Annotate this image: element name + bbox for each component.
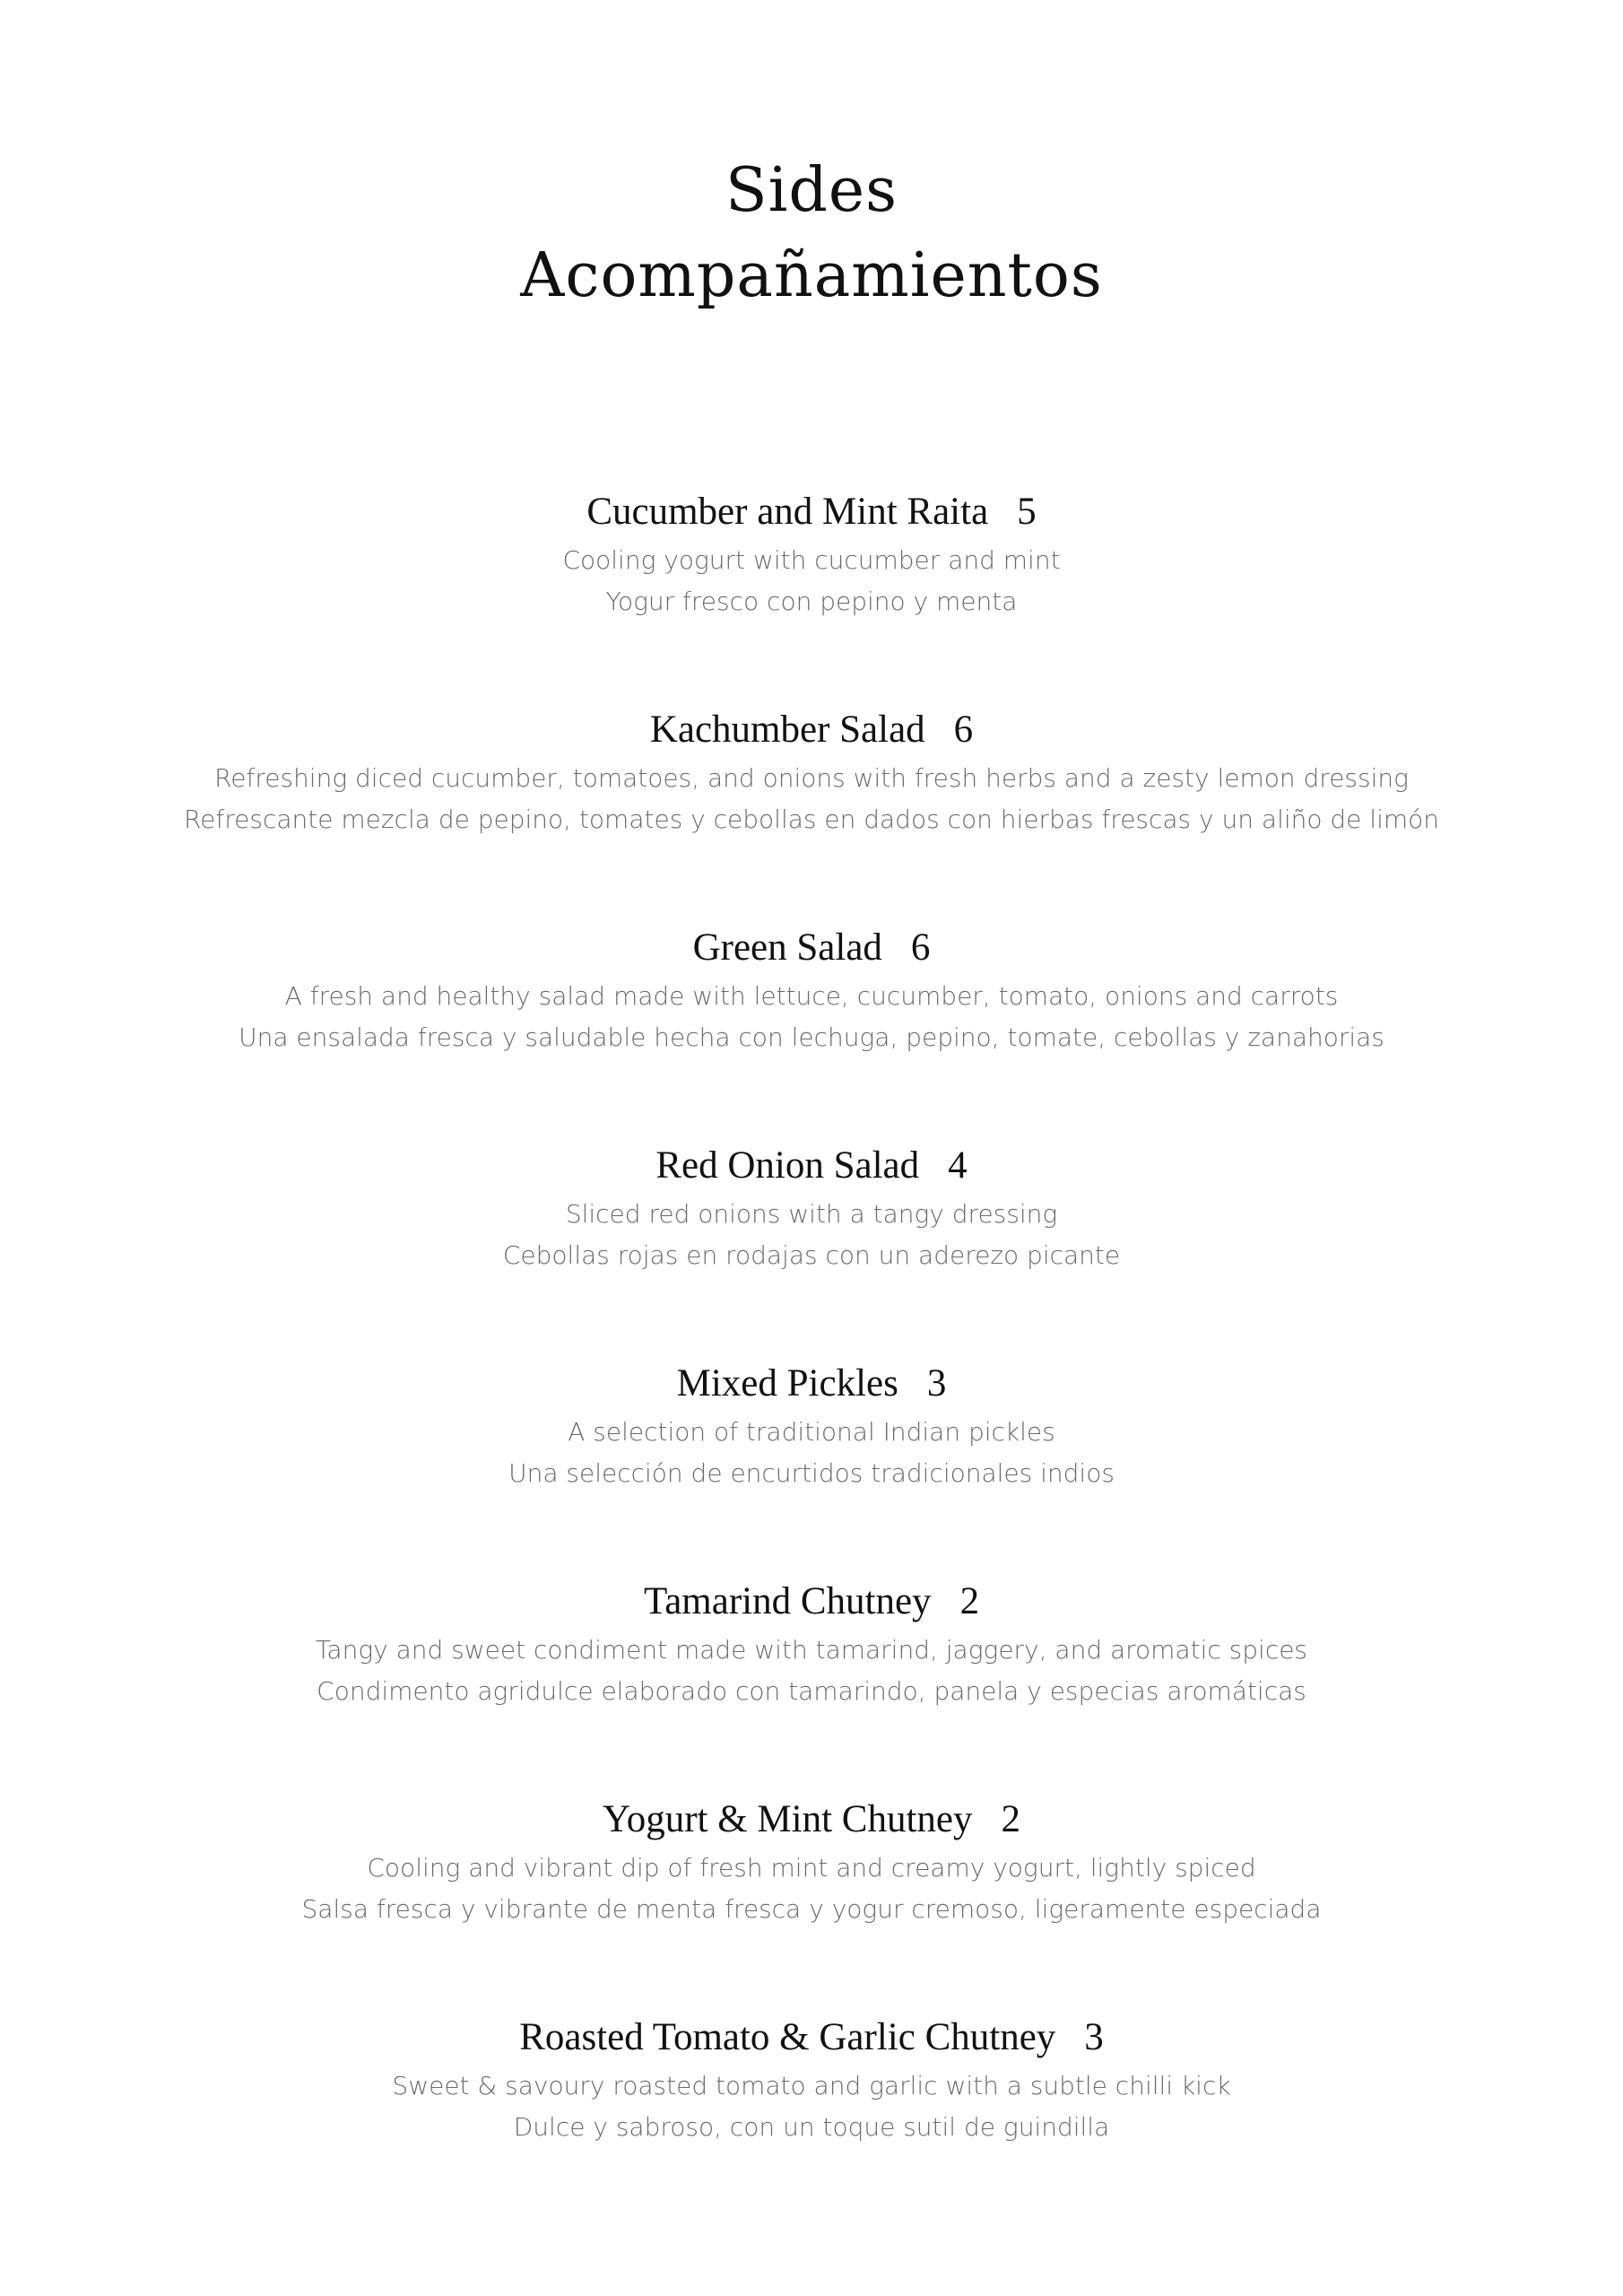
item-description-en: Cooling yogurt with cucumber and mint (562, 545, 1061, 575)
menu-item (0, 1356, 1623, 1574)
item-price: 2 (1001, 1798, 1021, 1840)
item-description-es: Dulce y sabroso, con un toque sutil de guindilla (513, 2112, 1110, 2142)
item-price: 6 (953, 709, 974, 751)
menu-item (0, 2010, 1623, 2228)
item-name: Red Onion Salad (655, 1144, 920, 1187)
item-name: Green Salad (692, 926, 882, 969)
item-description-es: Cebollas rojas en rodajas con un aderezo picante (502, 1240, 1121, 1270)
item-name: Tamarind Chutney (643, 1580, 932, 1622)
item-name: Yogurt & Mint Chutney (602, 1798, 973, 1840)
item-price: 2 (959, 1580, 980, 1622)
item-description-en: Sliced red onions with a tangy dressing (565, 1199, 1058, 1229)
menu-item (0, 484, 1623, 702)
item-description-es: Una ensalada fresca y saludable hecha con lechuga, pepino, tomate, cebollas y zanahorias (239, 1022, 1384, 1052)
item-price: 4 (948, 1144, 968, 1187)
item-name: Kachumber Salad (649, 709, 925, 751)
item-price: 5 (1017, 491, 1037, 533)
item-name: Cucumber and Mint Raita (586, 491, 989, 533)
item-description-es: Yogur fresco con pepino y menta (605, 587, 1018, 616)
menu-item (0, 702, 1623, 920)
menu-item (0, 1792, 1623, 2010)
item-price: 6 (910, 926, 931, 969)
item-description-en: Tangy and sweet condiment made with tamarind, jaggery, and aromatic spices (315, 1635, 1308, 1665)
menu-item-list (0, 484, 1623, 2228)
item-description-es: Condimento agridulce elaborado con tamarindo, panela y especias aromáticas (317, 1676, 1306, 1706)
item-price: 3 (926, 1362, 947, 1405)
menu-item (0, 1138, 1623, 1356)
item-name: Roasted Tomato & Garlic Chutney (519, 2016, 1056, 2058)
menu-item (0, 1574, 1623, 1792)
menu-title-es: Acompañamientos (520, 240, 1103, 311)
item-description-es: Una selección de encurtidos tradicionales indios (508, 1458, 1115, 1488)
item-description-en: A selection of traditional Indian pickles (568, 1417, 1055, 1447)
item-price: 3 (1084, 2016, 1104, 2058)
item-description-en: Sweet & savoury roasted tomato and garlic with a subtle chilli kick (392, 2071, 1231, 2100)
menu-item (0, 920, 1623, 1138)
menu-title-en: Sides (725, 155, 898, 226)
item-description-es: Salsa fresca y vibrante de menta fresca y yogur cremoso, ligeramente especiada (301, 1894, 1322, 1924)
item-description-en: Refreshing diced cucumber, tomatoes, and onions with fresh herbs and a zesty lemon dressing (214, 763, 1409, 793)
item-description-en: A fresh and healthy salad made with lettuce, cucumber, tomato, onions and carrots (284, 981, 1339, 1011)
item-name: Mixed Pickles (676, 1362, 898, 1405)
item-description-es: Refrescante mezcla de pepino, tomates y cebollas en dados con hierbas frescas y un aliño de limón (183, 804, 1440, 834)
item-description-en: Cooling and vibrant dip of fresh mint and creamy yogurt, lightly spiced (367, 1853, 1256, 1883)
